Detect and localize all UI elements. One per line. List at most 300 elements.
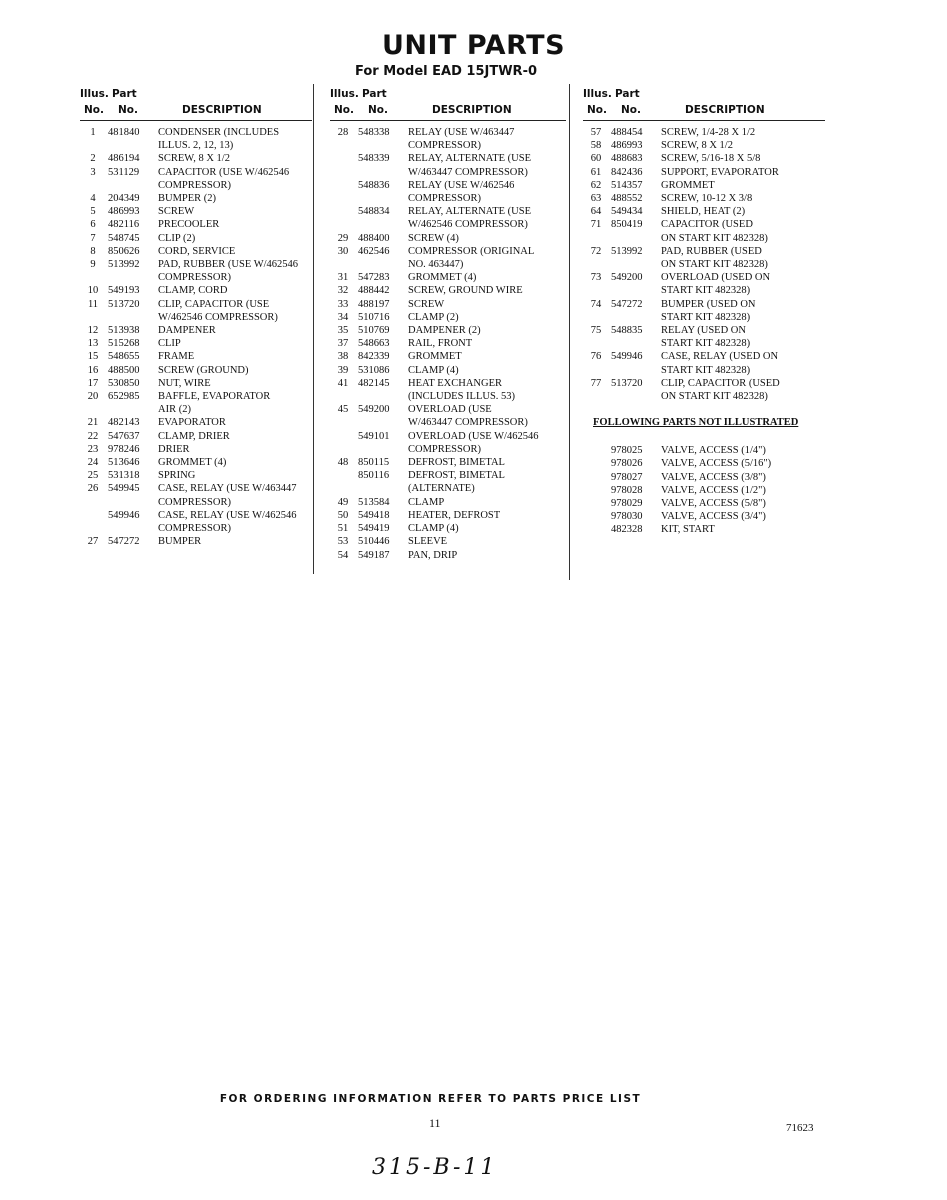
part-description: SCREW, 1/4-28 X 1/2 (661, 127, 756, 138)
part-row (330, 337, 566, 350)
part-number: 548655 (108, 351, 140, 363)
part-row (330, 469, 566, 495)
part-description: CLAMP, CORD (158, 285, 228, 297)
part-number: 514357 (611, 179, 643, 191)
part-number: 513646 (108, 457, 140, 469)
part-description: SCREW (408, 298, 445, 310)
part-number: 548745 (108, 232, 140, 244)
illus-number: 12 (87, 325, 99, 337)
part-row (330, 152, 566, 178)
part-number: 548834 (358, 206, 390, 218)
illus-number (583, 471, 609, 484)
part-row (80, 192, 312, 205)
part-number: 513584 (358, 496, 390, 508)
part-row (330, 324, 566, 337)
parts-column-1 (80, 88, 312, 549)
illus-number: 8 (90, 245, 96, 257)
illus-number: 60 (590, 153, 602, 165)
illus-number: 5 (90, 206, 96, 218)
part-number: 488197 (358, 298, 390, 310)
part-number: 482143 (108, 417, 140, 429)
column-header (80, 88, 312, 121)
part-number: 549418 (358, 509, 390, 521)
part-number: 978246 (108, 443, 140, 455)
part-number: 481840 (108, 127, 140, 138)
part-description: SPRING (158, 470, 196, 482)
part-row (330, 496, 566, 509)
illus-number: 49 (337, 496, 349, 508)
part-description: CLIP, CAPACITOR (USE W/462546 COMPRESSOR) (158, 298, 278, 323)
part-row (583, 350, 825, 376)
illus-number: 58 (590, 140, 602, 152)
part-description: DEFROST, BIMETAL (408, 457, 505, 469)
part-number: 488442 (358, 285, 390, 297)
illus-number: 30 (337, 245, 349, 257)
header-part: Part (362, 88, 387, 100)
part-number: 482328 (611, 524, 643, 536)
part-description: COMPRESSOR (ORIGINAL NO. 463447) (408, 245, 535, 271)
part-description: CLAMP, DRIER (158, 430, 230, 442)
part-row (583, 218, 825, 244)
part-number: 549946 (108, 509, 140, 521)
part-row (80, 337, 312, 350)
part-description: CLAMP (4) (408, 523, 459, 535)
part-row (583, 471, 825, 484)
part-description: CASE, RELAY (USE W/462546 COMPRESSOR) (158, 509, 297, 535)
illus-number (583, 510, 609, 523)
part-number: 488552 (611, 193, 643, 205)
part-description: SUPPORT, EVAPORATOR (661, 166, 779, 178)
illus-number: 50 (337, 509, 349, 521)
part-number: 531086 (358, 364, 390, 376)
part-row (80, 284, 312, 297)
part-description: SCREW, 10-12 X 3/8 (661, 193, 753, 205)
part-row (80, 298, 312, 324)
part-row (583, 324, 825, 350)
part-description: CLIP (158, 338, 181, 350)
part-number: 978030 (611, 511, 643, 523)
part-row (80, 482, 312, 508)
part-description: CAPACITOR (USE W/462546 COMPRESSOR) (158, 166, 290, 191)
part-number: 488400 (358, 232, 390, 244)
illus-number (583, 484, 609, 497)
part-row (583, 205, 825, 218)
header-description: DESCRIPTION (432, 104, 512, 116)
part-number: 547272 (611, 298, 643, 310)
part-number: 513938 (108, 325, 140, 337)
part-description: CLAMP (408, 496, 445, 508)
column-divider (569, 84, 570, 580)
illus-number: 76 (590, 351, 602, 363)
header-part-no: No. (368, 104, 388, 116)
part-description: CORD, SERVICE (158, 245, 236, 257)
part-row (80, 469, 312, 482)
part-description: GROMMET (408, 351, 462, 363)
part-row (583, 152, 825, 165)
part-number: 978029 (611, 498, 643, 510)
parts-list (583, 126, 825, 403)
header-illus-no: No. (587, 104, 607, 116)
part-row (330, 298, 566, 311)
part-description: CAPACITOR (USED ON START KIT 482328) (661, 219, 768, 244)
illus-number: 6 (90, 219, 96, 231)
part-number: 513720 (108, 298, 140, 310)
part-number: 530850 (108, 377, 140, 389)
part-number: 548835 (611, 325, 643, 337)
page-title: UNIT PARTS (381, 30, 566, 61)
part-row (80, 126, 312, 152)
illus-number: 11 (87, 298, 99, 310)
part-description: BUMPER (158, 536, 202, 548)
part-number: 204349 (108, 193, 140, 205)
part-row (330, 232, 566, 245)
part-description: VALVE, ACCESS (1/4") (661, 445, 766, 457)
part-number: 513720 (611, 377, 643, 389)
part-description: DAMPENER (2) (408, 325, 481, 337)
column-divider (313, 84, 314, 574)
part-number: 482116 (108, 219, 140, 231)
column-header (330, 88, 566, 121)
illus-number: 61 (590, 166, 602, 178)
header-illus: Illus. (80, 88, 109, 100)
part-row (583, 166, 825, 179)
illus-number: 7 (90, 232, 96, 244)
part-number: 850626 (108, 245, 140, 257)
part-number: 549946 (611, 351, 643, 363)
part-number: 547283 (358, 272, 390, 284)
part-row (583, 271, 825, 297)
illus-number: 72 (590, 245, 602, 257)
part-row (583, 444, 825, 457)
part-row (583, 126, 825, 139)
part-description: VALVE, ACCESS (3/8") (661, 471, 766, 483)
part-number: 548836 (358, 179, 390, 191)
part-row (80, 205, 312, 218)
parts-list (330, 126, 566, 562)
illus-number: 24 (87, 457, 99, 469)
illus-number: 77 (590, 377, 602, 389)
part-description: CASE, RELAY (USED ON START KIT 482328) (661, 351, 779, 376)
part-description: KIT, START (661, 524, 715, 536)
part-description: BAFFLE, EVAPORATOR AIR (2) (158, 391, 271, 416)
part-number: 549101 (358, 430, 390, 442)
part-row (583, 497, 825, 510)
part-number: 978025 (611, 445, 643, 457)
illus-number: 57 (590, 127, 602, 138)
part-row (330, 403, 566, 429)
part-number: 548339 (358, 153, 390, 165)
part-row (330, 522, 566, 535)
parts-list (80, 126, 312, 549)
part-number: 549200 (358, 404, 390, 416)
illus-number: 73 (590, 272, 602, 284)
illus-number: 31 (337, 272, 349, 284)
part-description: SCREW (4) (408, 232, 459, 244)
part-description: CLIP, CAPACITOR (USED ON START KIT 482328) (661, 377, 780, 403)
illus-number: 2 (90, 153, 96, 165)
part-row (583, 179, 825, 192)
illus-number: 48 (337, 457, 349, 469)
part-number: 549434 (611, 206, 643, 218)
illus-number: 71 (590, 219, 602, 231)
document-code: 71623 (786, 1122, 814, 1134)
part-row (583, 510, 825, 523)
illus-number: 33 (337, 298, 349, 310)
part-description: VALVE, ACCESS (3/4") (661, 511, 766, 523)
part-number: 531318 (108, 470, 140, 482)
page-number: 11 (429, 1116, 441, 1130)
part-row (80, 443, 312, 456)
part-description: OVERLOAD (USE W/463447 COMPRESSOR) (408, 404, 528, 429)
illus-number (330, 152, 356, 178)
part-number: 842436 (611, 166, 643, 178)
part-row (583, 298, 825, 324)
part-number: 488683 (611, 153, 643, 165)
illus-number: 15 (87, 351, 99, 363)
part-number: 548338 (358, 127, 390, 138)
not-illustrated-heading: FOLLOWING PARTS NOT ILLUSTRATED (593, 417, 799, 429)
part-description: OVERLOAD (USED ON START KIT 482328) (661, 272, 771, 297)
part-row (583, 192, 825, 205)
part-description: RELAY (USE W/462546 COMPRESSOR) (408, 179, 515, 205)
part-description: VALVE, ACCESS (5/8") (661, 498, 766, 510)
illus-number: 10 (87, 285, 99, 297)
part-row (80, 245, 312, 258)
part-row (330, 205, 566, 231)
part-description: CONDENSER (INCLUDES ILLUS. 2, 12, 13) (158, 127, 280, 152)
part-number: 462546 (358, 245, 390, 257)
part-description: SCREW (158, 206, 195, 218)
part-description: SHIELD, HEAT (2) (661, 206, 746, 218)
part-row (330, 364, 566, 377)
illus-number: 21 (87, 417, 99, 429)
part-row (330, 271, 566, 284)
ordering-footer: FOR ORDERING INFORMATION REFER TO PARTS PRICE LIST (219, 1093, 642, 1105)
part-row (330, 549, 566, 562)
illus-number (330, 469, 356, 495)
header-description: DESCRIPTION (182, 104, 262, 116)
part-description: NUT, WIRE (158, 377, 211, 389)
part-row (80, 324, 312, 337)
part-description: VALVE, ACCESS (5/16") (661, 458, 772, 470)
part-number: 482145 (358, 377, 390, 389)
illus-number: 34 (337, 311, 349, 323)
part-number: 488500 (108, 364, 140, 376)
part-row (583, 484, 825, 497)
part-row (80, 509, 312, 535)
part-row (330, 535, 566, 548)
part-number: 510446 (358, 536, 390, 548)
part-description: PAD, RUBBER (USE W/462546 COMPRESSOR) (158, 259, 299, 284)
illus-number: 74 (590, 298, 602, 310)
illus-number: 45 (337, 404, 349, 416)
part-description: SCREW (GROUND) (158, 364, 249, 376)
part-number: 547272 (108, 536, 140, 548)
part-description: RAIL, FRONT (408, 338, 473, 350)
header-part: Part (112, 88, 137, 100)
part-description: CASE, RELAY (USE W/463447 COMPRESSOR) (158, 483, 297, 508)
part-row (330, 126, 566, 152)
part-description: RELAY (USE W/463447 COMPRESSOR) (408, 127, 515, 152)
illus-number (330, 430, 356, 456)
part-row (80, 152, 312, 165)
illus-number: 22 (87, 430, 99, 442)
header-part-no: No. (118, 104, 138, 116)
part-number: 549200 (611, 272, 643, 284)
part-row (330, 245, 566, 271)
column-header (583, 88, 825, 121)
part-description: DEFROST, BIMETAL (ALTERNATE) (408, 470, 505, 495)
illus-number: 39 (337, 364, 349, 376)
part-number: 510769 (358, 325, 390, 337)
part-number: 547637 (108, 430, 140, 442)
part-row (583, 139, 825, 152)
part-description: RELAY, ALTERNATE (USE W/462546 COMPRESSOR) (408, 206, 532, 231)
part-number: 850115 (358, 457, 390, 469)
part-description: GROMMET (4) (158, 457, 227, 469)
part-description: SCREW, 8 X 1/2 (158, 153, 230, 165)
part-description: VALVE, ACCESS (1/2") (661, 484, 766, 496)
part-description: BUMPER (2) (158, 193, 217, 205)
illus-number: 37 (337, 338, 349, 350)
part-row (583, 457, 825, 470)
illus-number (330, 179, 356, 205)
part-number: 486194 (108, 153, 140, 165)
header-illus-no: No. (334, 104, 354, 116)
part-row (583, 377, 825, 403)
illus-number: 25 (87, 470, 99, 482)
illus-number: 63 (590, 193, 602, 205)
part-description: FRAME (158, 351, 195, 363)
part-row (330, 430, 566, 456)
part-number: 842339 (358, 351, 390, 363)
header-part: Part (615, 88, 640, 100)
illus-number (583, 497, 609, 510)
part-description: SCREW, GROUND WIRE (408, 285, 523, 297)
part-description: PAN, DRIP (408, 549, 458, 561)
part-number: 652985 (108, 391, 140, 403)
illus-number: 4 (90, 193, 96, 205)
part-row (80, 166, 312, 192)
illus-number: 41 (337, 377, 349, 389)
illus-number: 38 (337, 351, 349, 363)
illus-number: 54 (337, 549, 349, 561)
header-description: DESCRIPTION (685, 104, 765, 116)
part-number: 513992 (611, 245, 643, 257)
part-row (330, 311, 566, 324)
part-description: CLIP (2) (158, 232, 196, 244)
illus-number: 17 (87, 377, 99, 389)
illus-number: 75 (590, 325, 602, 337)
illus-number (330, 205, 356, 231)
part-row (80, 377, 312, 390)
part-description: HEAT EXCHANGER (INCLUDES ILLUS. 53) (408, 377, 516, 403)
illus-number: 32 (337, 285, 349, 297)
part-number: 549193 (108, 285, 140, 297)
header-part-no: No. (621, 104, 641, 116)
part-row (80, 416, 312, 429)
part-description: OVERLOAD (USE W/462546 COMPRESSOR) (408, 430, 539, 455)
part-row (80, 364, 312, 377)
part-row (80, 430, 312, 443)
illus-number: 26 (87, 483, 99, 495)
illus-number: 62 (590, 179, 602, 191)
part-description: PRECOOLER (158, 219, 220, 231)
part-row (80, 390, 312, 416)
illus-number: 29 (337, 232, 349, 244)
part-row (583, 245, 825, 271)
illus-number: 64 (590, 206, 602, 218)
part-description: GROMMET (4) (408, 272, 477, 284)
part-description: CLAMP (4) (408, 364, 459, 376)
part-number: 510716 (358, 311, 390, 323)
part-row (330, 284, 566, 297)
part-number: 486993 (108, 206, 140, 218)
part-number: 549419 (358, 523, 390, 535)
part-number: 978026 (611, 458, 643, 470)
part-number: 549945 (108, 483, 140, 495)
illus-number: 53 (337, 536, 349, 548)
parts-column-2 (330, 88, 566, 562)
part-number: 850419 (611, 219, 643, 231)
model-subtitle: For Model EAD 15JTWR-0 (354, 64, 538, 79)
illus-number: 51 (337, 523, 349, 535)
part-row (583, 523, 825, 536)
not-illustrated-list (583, 444, 825, 536)
part-number: 513992 (108, 259, 140, 271)
part-description: SCREW, 8 X 1/2 (661, 140, 733, 152)
part-number: 531129 (108, 166, 140, 178)
part-description: CLAMP (2) (408, 311, 459, 323)
illus-number: 3 (90, 166, 96, 178)
part-description: GROMMET (661, 179, 715, 191)
part-description: BUMPER (USED ON START KIT 482328) (661, 298, 756, 323)
part-number: 486993 (611, 140, 643, 152)
illus-number: 28 (337, 127, 349, 138)
part-row (80, 218, 312, 231)
part-number: 548663 (358, 338, 390, 350)
part-row (80, 535, 312, 548)
header-illus-no: No. (84, 104, 104, 116)
illus-number: 9 (90, 259, 96, 271)
part-row (80, 456, 312, 469)
part-row (80, 350, 312, 363)
part-number: 978027 (611, 471, 643, 483)
part-row (80, 232, 312, 245)
illus-number: 23 (87, 443, 99, 455)
illus-number (583, 523, 609, 536)
part-description: EVAPORATOR (158, 417, 226, 429)
illus-number (80, 509, 106, 535)
part-row (330, 456, 566, 469)
part-description: HEATER, DEFROST (408, 509, 501, 521)
handwritten-note: 315-B-11 (372, 1155, 498, 1180)
part-row (330, 509, 566, 522)
part-description: PAD, RUBBER (USED ON START KIT 482328) (661, 245, 768, 271)
part-description: SCREW, 5/16-18 X 5/8 (661, 153, 761, 165)
part-row (330, 179, 566, 205)
illus-number: 13 (87, 338, 99, 350)
part-row (330, 350, 566, 363)
part-description: DAMPENER (158, 325, 216, 337)
illus-number: 1 (90, 127, 96, 138)
part-description: RELAY, ALTERNATE (USE W/463447 COMPRESSOR) (408, 153, 532, 178)
illus-number (583, 457, 609, 470)
part-number: 488454 (611, 127, 643, 138)
part-description: DRIER (158, 443, 190, 455)
illus-number: 35 (337, 325, 349, 337)
part-number: 515268 (108, 338, 140, 350)
